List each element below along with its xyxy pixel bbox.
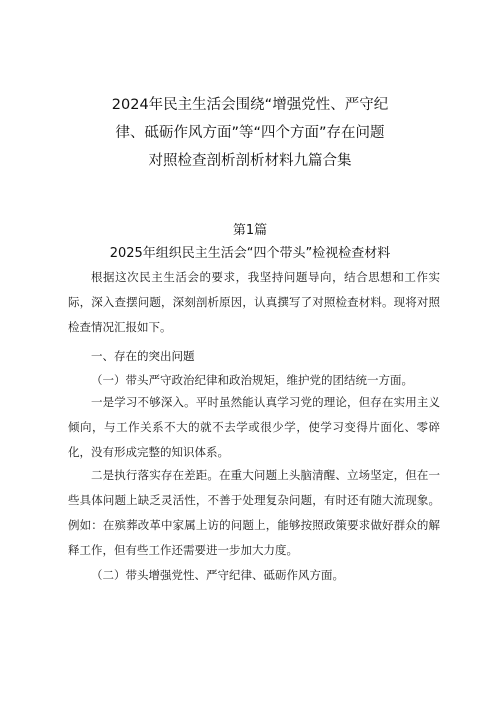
part-title: 2025年组织民主生活会“四个带头”检视检查材料 (109, 246, 391, 261)
body-paragraph-2: 二是执行落实存在差距。在重大问题上头脑清醒、立场坚定，但在一些具体问题上缺乏灵活性，不善于处理复杂问题，有时还有随大流现象。例如：在殡葬改革中家属上访的问题上，能够按照政策要求做好群众的解释工作，但有些工作还需要进一步加大力度。 (68, 468, 440, 557)
part-label: 第1篇 (232, 223, 268, 238)
doc-title-line-2: 律、砥砺作风方面”等“四个方面”存在问题 (115, 125, 385, 141)
doc-title-line-3: 对照检查剖析剖析材料九篇合集 (148, 153, 352, 169)
intro-paragraph: 根据这次民主生活会的要求，我坚持问题导向，结合思想和工作实际，深入查摆问题，深刻剖析原因，认真撰写了对照检查材料。现将对照检查情况汇报如下。 (68, 270, 440, 334)
doc-title-line-1: 2024年民主生活会围绕“增强党性、严守纪 (111, 97, 389, 113)
subsection-heading-2: （二）带头增强党性、严守纪律、砥砺作风方面。 (91, 568, 344, 582)
body-paragraph-1: 一是学习不够深入。平时虽然能认真学习党的理论，但存在实用主义倾向，与工作关系不大的就不去学或很少学，使学习变得片面化、零碎化，没有形成完整的知识体系。 (68, 395, 440, 459)
section-heading: 一、存在的突出问题 (91, 349, 195, 363)
subsection-heading-1: （一）带头严守政治纪律和政治规矩，维护党的团结统一方面。 (91, 373, 413, 387)
